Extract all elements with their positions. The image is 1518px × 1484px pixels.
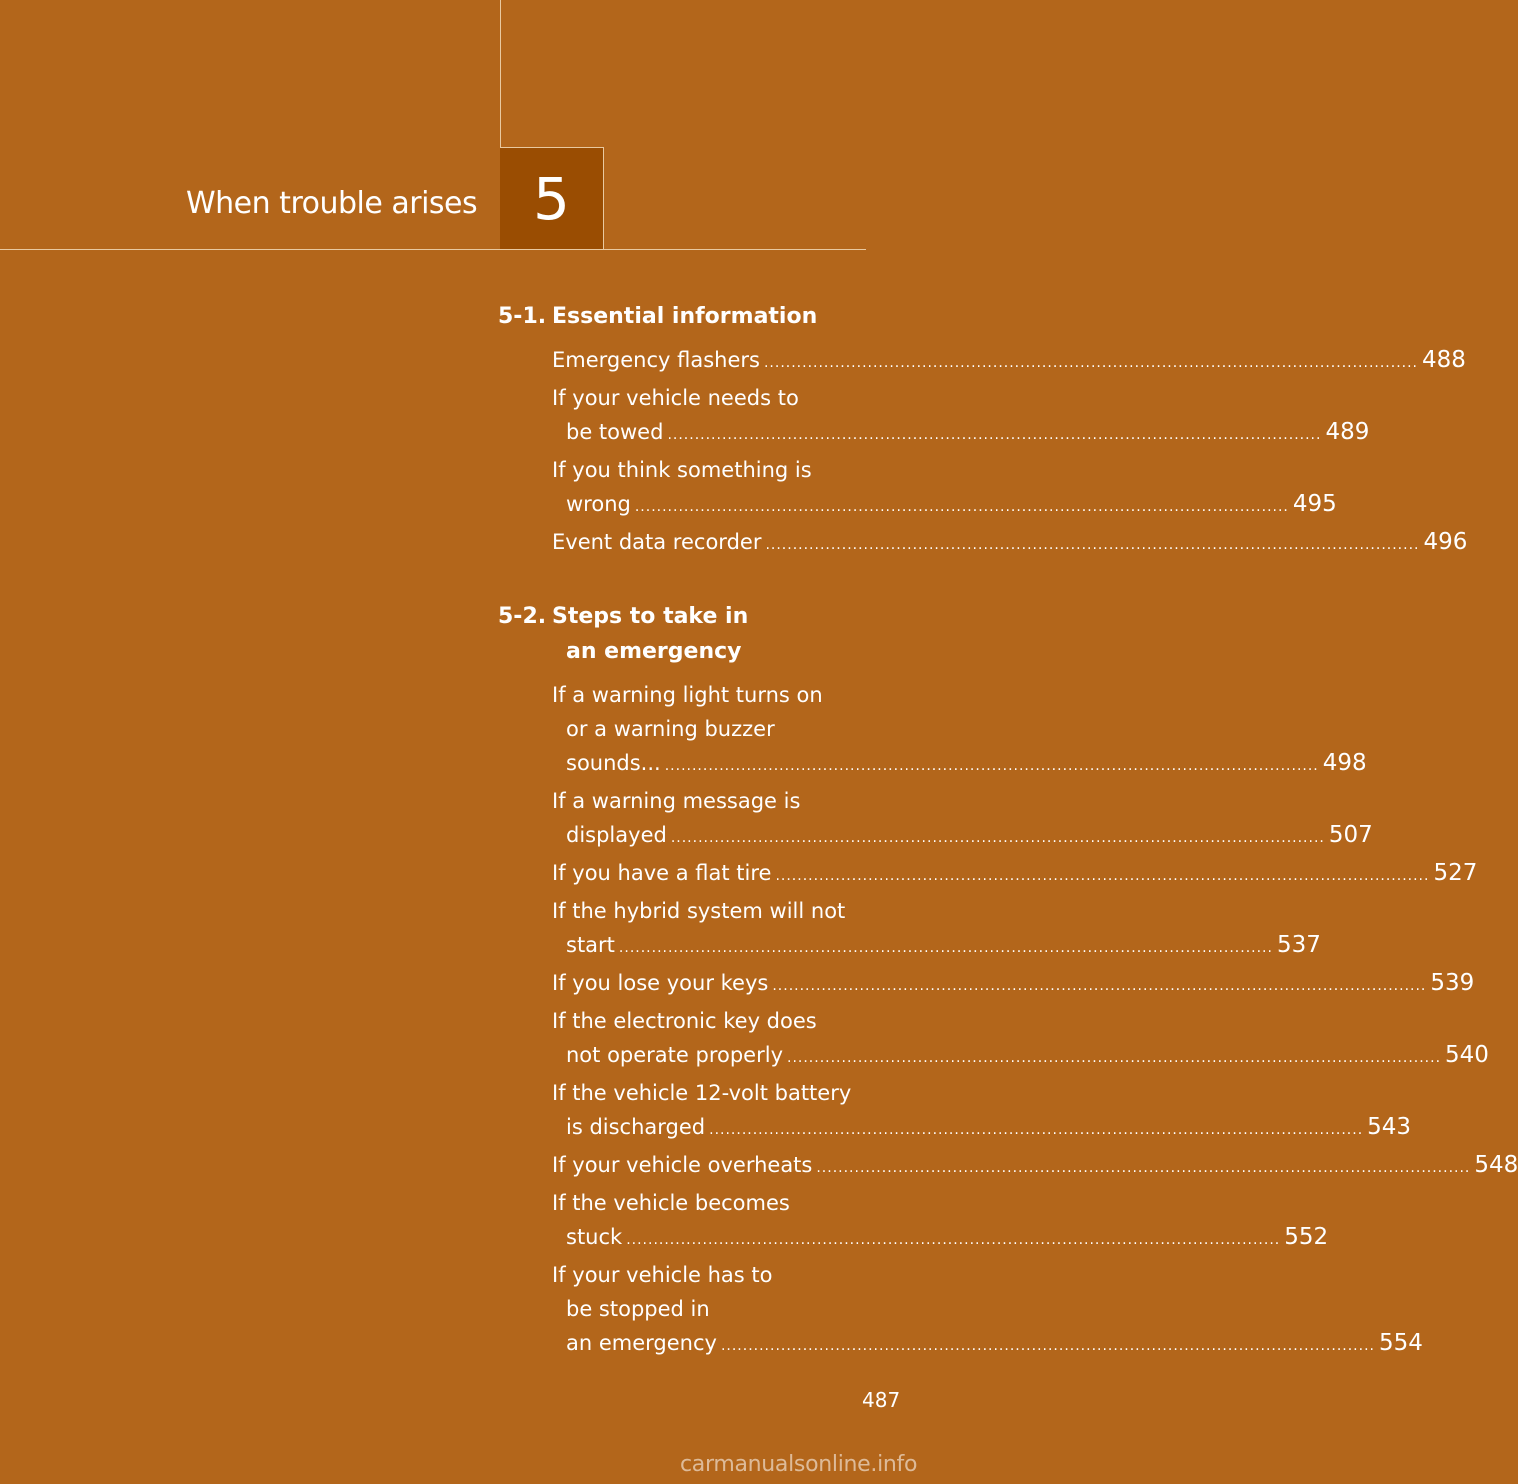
toc-entry-line: be stopped in — [566, 1297, 710, 1321]
toc-entry-row — [552, 746, 1367, 780]
toc-entry-label: Event data recorder — [552, 530, 762, 554]
toc-page-number: 495 — [1292, 491, 1337, 517]
dot-leader: ........................................................................................................................ — [667, 427, 1322, 443]
toc-entry[interactable] — [552, 966, 1475, 1000]
toc-entry[interactable] — [552, 381, 1370, 449]
section-title-line: Essential information — [552, 304, 818, 329]
toc-entry-label: If your vehicle overheats — [552, 1153, 813, 1177]
page-number: 487 — [862, 1388, 901, 1412]
dot-leader: ........................................................................................................................ — [772, 978, 1427, 994]
dot-leader: ........................................................................................................................ — [816, 1160, 1471, 1176]
toc-entry-label: start — [566, 933, 615, 957]
toc-entry-line: or a warning buzzer — [566, 717, 775, 741]
toc-entry-line: If your vehicle needs to — [552, 386, 799, 410]
toc-entry-label: stuck — [566, 1225, 623, 1249]
toc-page-number: 496 — [1423, 529, 1468, 555]
toc-entry-label: sounds... — [566, 751, 661, 775]
section-number: 5-1. — [498, 304, 547, 329]
toc-entry[interactable] — [552, 1004, 1489, 1072]
watermark: carmanualsonline.info — [680, 1452, 918, 1477]
toc-entry-label: be towed — [566, 420, 664, 444]
toc-entry-row — [552, 1038, 1489, 1072]
toc-entry-row — [552, 343, 1466, 377]
toc-page-number: 554 — [1378, 1330, 1423, 1356]
toc-entry[interactable] — [552, 343, 1466, 377]
toc-entry-line: If your vehicle has to — [552, 1263, 773, 1287]
section-number: 5-2. — [498, 604, 547, 629]
toc-page-number: 548 — [1474, 1152, 1518, 1178]
toc-entry-line: If the hybrid system will not — [552, 899, 846, 923]
toc-page-number: 507 — [1328, 822, 1373, 848]
dot-leader: ........................................................................................................................ — [787, 1050, 1442, 1066]
toc-entry[interactable] — [552, 1148, 1518, 1182]
toc-entry[interactable] — [552, 1076, 1412, 1144]
toc-page-number: 543 — [1367, 1114, 1412, 1140]
toc-entry-label: Emergency flashers — [552, 348, 760, 372]
toc-entry-label: displayed — [566, 823, 667, 847]
dot-leader: ........................................................................................................................ — [720, 1338, 1375, 1354]
dot-leader: ........................................................................................................................ — [664, 758, 1319, 774]
toc-entry-label: is discharged — [566, 1115, 706, 1139]
toc-page-number: 552 — [1284, 1224, 1329, 1250]
toc-entry[interactable] — [552, 525, 1468, 559]
toc-entry[interactable] — [552, 894, 1321, 962]
toc-entry[interactable] — [552, 856, 1478, 890]
toc-page-number: 539 — [1430, 970, 1475, 996]
toc-entry-line: If you think something is — [552, 458, 812, 482]
chapter-title: When trouble arises — [186, 186, 478, 221]
toc-entry-row — [552, 1148, 1518, 1182]
dot-leader: ........................................................................................................................ — [763, 355, 1418, 371]
dot-leader: ........................................................................................................................ — [618, 940, 1273, 956]
toc-entry-label: If you have a flat tire — [552, 861, 772, 885]
toc-entry-row — [552, 487, 1337, 521]
dot-leader: ........................................................................................................................ — [670, 830, 1325, 846]
toc-page-number: 527 — [1433, 860, 1478, 886]
toc-entry-label: not operate properly — [566, 1043, 783, 1067]
toc-entry[interactable] — [552, 453, 1337, 521]
toc-entry-row — [552, 1110, 1412, 1144]
toc-entry-row — [552, 928, 1321, 962]
toc-entry-label: wrong — [566, 492, 631, 516]
section-title-line: an emergency — [566, 639, 742, 664]
chapter-number: 5 — [533, 164, 570, 233]
toc-entry-label: If you lose your keys — [552, 971, 769, 995]
toc-entry-line: If the vehicle becomes — [552, 1191, 790, 1215]
toc-entry-row — [552, 856, 1478, 890]
toc-page-number: 498 — [1322, 750, 1367, 776]
toc-page-number: 489 — [1325, 419, 1370, 445]
toc-page-number: 488 — [1422, 347, 1466, 373]
toc-entry-line: If a warning light turns on — [552, 683, 823, 707]
toc-entry-line: If the electronic key does — [552, 1009, 817, 1033]
chapter-number-box — [500, 147, 604, 249]
toc-page-number: 540 — [1445, 1042, 1489, 1068]
toc-entry-row — [552, 818, 1373, 852]
dot-leader: ........................................................................................................................ — [765, 537, 1420, 553]
toc-entry-line: If the vehicle 12-volt battery — [552, 1081, 852, 1105]
toc-entry-row — [552, 525, 1468, 559]
header-horizontal-rule — [0, 249, 866, 250]
dot-leader: ........................................................................................................................ — [634, 499, 1289, 515]
toc-entry[interactable] — [552, 1258, 1423, 1360]
toc-entry[interactable] — [552, 784, 1373, 852]
section-title-line: Steps to take in — [552, 604, 749, 629]
toc-entry-line: If a warning message is — [552, 789, 801, 813]
dot-leader: ........................................................................................................................ — [709, 1122, 1364, 1138]
toc-entry[interactable] — [552, 1186, 1329, 1254]
toc-entry-row — [552, 1220, 1329, 1254]
dot-leader: ........................................................................................................................ — [775, 868, 1430, 884]
toc-entry-row — [552, 966, 1475, 1000]
toc-entry-label: an emergency — [566, 1331, 717, 1355]
toc-entry[interactable] — [552, 678, 1367, 780]
toc-entry-row — [552, 415, 1370, 449]
dot-leader: ........................................................................................................................ — [626, 1232, 1281, 1248]
toc-page-number: 537 — [1276, 932, 1321, 958]
toc-entry-row — [552, 1326, 1423, 1360]
